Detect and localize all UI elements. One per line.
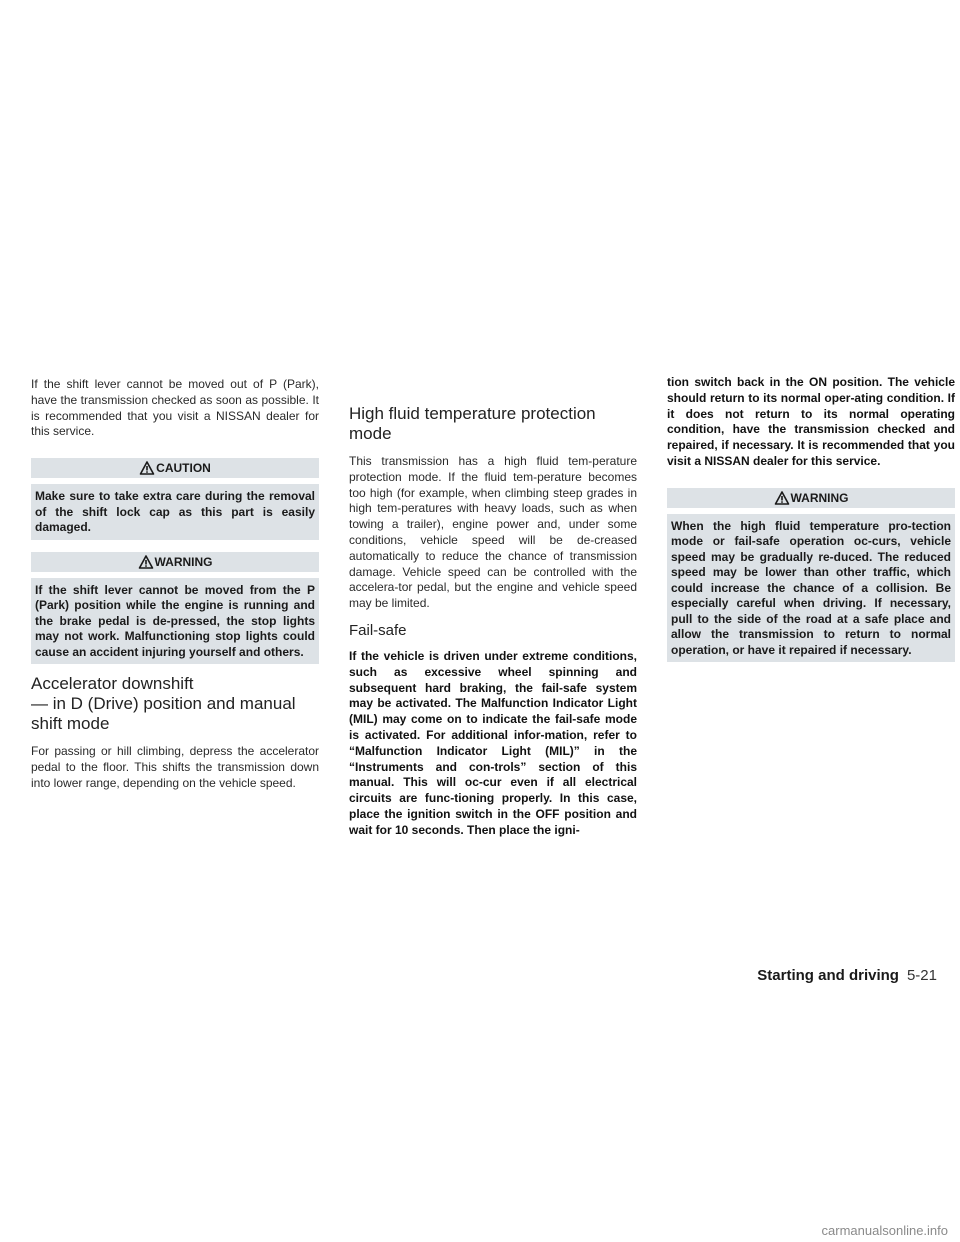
warning-label: WARNING [790,490,849,505]
column-left [31,377,319,792]
warning-triangle-icon [139,460,155,476]
downshift-heading [31,674,319,734]
caution-label: CAUTION [156,461,211,476]
failsafe-heading: Fail-safe [349,621,407,639]
warning-box-high-fluid [667,488,955,663]
downshift-heading-line-1: Accelerator downshift [31,674,194,694]
warning-label: WARNING [154,554,213,569]
caution-body [31,478,319,540]
column-middle [349,404,637,839]
warning-triangle-icon [774,490,790,506]
warning-text: If the shift lever cannot be moved from the P (Park) position while the engine is running and the brake pedal is de-pressed, the stop lights may not work. Malfunctioning stop lights could cause an accident injuring yourself and others. [35,582,315,659]
warning-body [667,508,955,663]
downshift-heading-line-3: shift mode [31,714,110,734]
warning-header [31,552,319,572]
high-fluid-paragraph: This transmission has a high fluid tem-perature protection mode. If the fluid tem-perature becomes too high (for example, when climbing steep grades in high tem-peratures with heavy loads, such as when towing a trailer), engine power and, under some conditions, vehicle speed will be de-creased automatically to reduce the chance of transmission damage. Vehicle speed can be controlled with the accelera-tor pedal, but the engine and vehicle speed may be limited. [349,454,637,611]
intro-paragraph: If the shift lever cannot be moved out of P (Park), have the transmission checked as soon as possible. It is recommended that you visit a NISSAN dealer for this service. [31,377,319,439]
warning-text: When the high fluid temperature pro-tection mode or fail-safe operation oc-curs, vehicle speed may be gradually re-duced. The reduced speed may be lower than other traffic, which could increase the chance of a collision. Be especially careful when driving. If necessary, pull to the side of the road at a safe place and allow the transmission to return to normal operation, or have it repaired if necessary. [671,518,951,657]
warning-triangle-icon [138,554,154,570]
high-fluid-heading-line-2: mode [349,424,392,443]
footer-page-number: 5-21 [906,966,937,984]
caution-text: Make sure to take extra care during the removal of the shift lock cap as this part is easily damaged. [35,489,315,535]
warning-box-shift-lever [31,552,319,665]
watermark[interactable]: carmanualsonline.info [821,1223,948,1238]
footer-section-title: Starting and driving [757,966,899,984]
failsafe-paragraph: If the vehicle is driven under extreme conditions, such as excessive wheel spinning and subsequent hard braking, the fail-safe system may be activated. The Malfunction Indicator Light (MIL) may come on to indicate the fail-safe mode is activated. For additional infor-mation, refer to “Malfunction Indicator Light (MIL)” in the “Instruments and con-trols” section of this manual. This will oc-cur even if all electrical circuits are func-tioning properly. In this case, place the ignition switch in the OFF position and wait for 10 seconds. Then place the igni- [349,648,637,837]
warning-header [667,488,955,508]
high-fluid-heading [349,404,637,444]
page-footer [727,965,937,985]
downshift-paragraph: For passing or hill climbing, depress the accelerator pedal to the floor. This shifts the transmission down into lower range, depending on the vehicle speed. [31,744,319,790]
warning-body [31,572,319,665]
downshift-heading-line-2: — in D (Drive) position and manual [31,694,296,714]
high-fluid-heading-line-1: High fluid temperature protection [349,404,596,423]
failsafe-continued-paragraph: tion switch back in the ON position. The vehicle should return to its normal oper-ating condition. If it does not return to its normal operating condition, have the transmission checked and repaired, if necessary. It is recommended that you visit a NISSAN dealer for this service. [667,375,955,468]
column-right [667,375,955,662]
caution-box [31,458,319,540]
caution-header [31,458,319,478]
